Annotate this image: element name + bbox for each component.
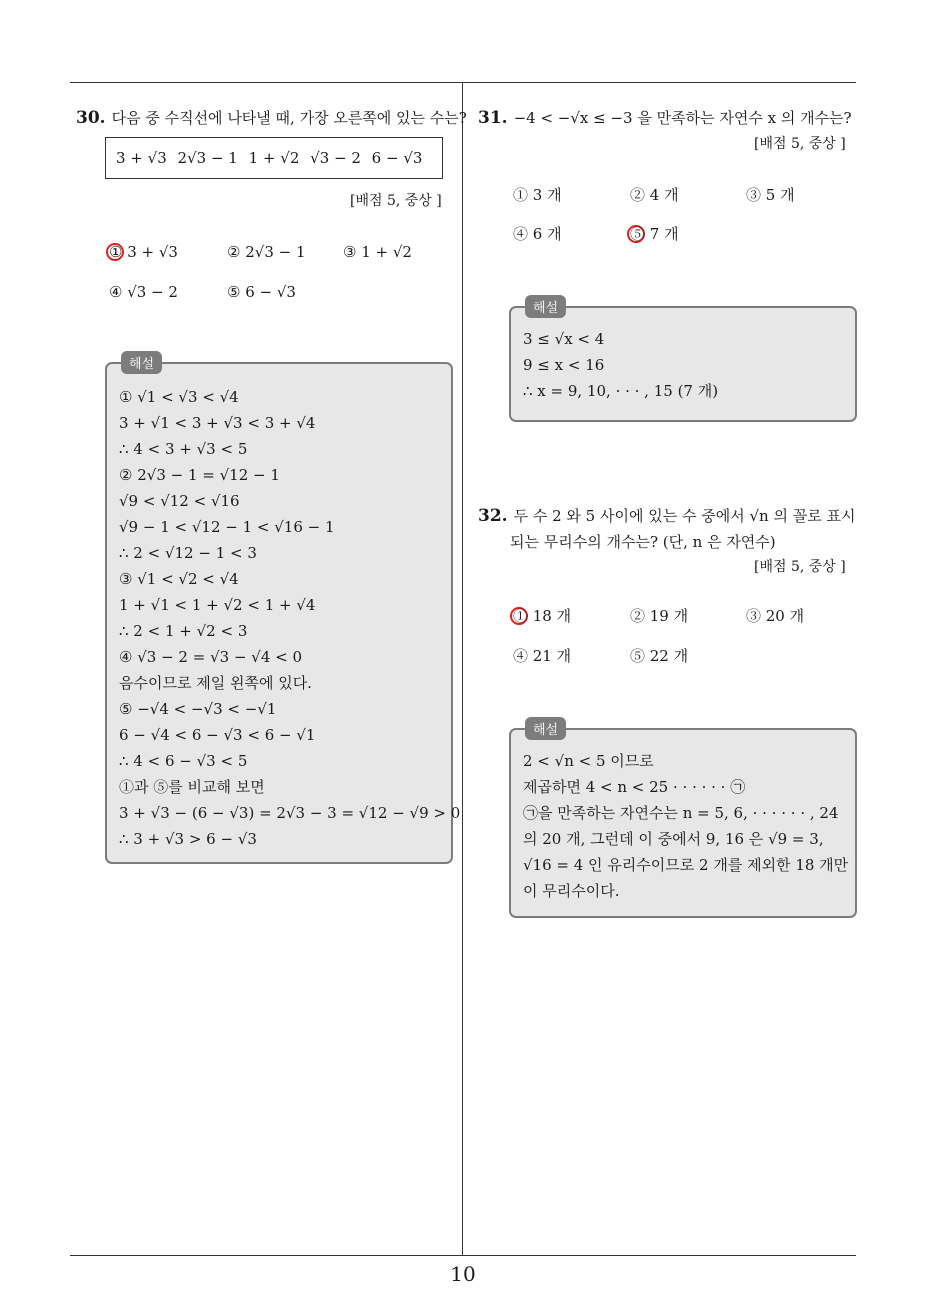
q32-number: 32. — [478, 506, 508, 526]
q32-question-line2: 되는 무리수의 개수는? (단, n 은 자연수) — [510, 533, 776, 551]
q30-choice-2[interactable]: ② 2√3 − 1 — [227, 243, 306, 261]
solution-line: 3 + √3 − (6 − √3) = 2√3 − 3 = √12 − √9 > 0 — [119, 804, 461, 822]
given-value: 2√3 − 1 — [177, 149, 238, 167]
q31-header — [478, 105, 852, 131]
solution-line: √16 = 4 인 유리수이므로 2 개를 제외한 18 개만 — [523, 856, 849, 874]
solution-tag: 해설 — [121, 351, 162, 374]
q31-choice-1[interactable]: ① 3 개 — [513, 186, 562, 204]
solution-line: 6 − √4 < 6 − √3 < 6 − √1 — [119, 726, 316, 744]
solution-line: ④ √3 − 2 = √3 − √4 < 0 — [119, 648, 303, 666]
given-value: 1 + √2 — [248, 149, 300, 167]
q32-choice-4[interactable]: ④ 21 개 — [513, 647, 572, 665]
q30-meta: [배점 5, 중상 ] — [350, 193, 442, 209]
solution-line: 의 20 개, 그런데 이 중에서 9, 16 은 √9 = 3, — [523, 830, 824, 848]
solution-line: ∴ 2 < √12 − 1 < 3 — [119, 544, 257, 562]
q31-number: 31. — [478, 108, 508, 128]
page-number: 10 — [450, 1262, 476, 1286]
q32-header — [478, 503, 855, 529]
solution-line: ∴ x = 9, 10, · · · , 15 (7 개) — [523, 382, 719, 400]
solution-line: ② 2√3 − 1 = √12 − 1 — [119, 466, 280, 484]
solution-line: ⑤ −√4 < −√3 < −√1 — [119, 700, 277, 718]
q32-choice-5[interactable]: ⑤ 22 개 — [630, 647, 689, 665]
q31-choice-4[interactable]: ④ 6 개 — [513, 225, 562, 243]
solution-line: ① √1 < √3 < √4 — [119, 388, 239, 406]
solution-line: √9 < √12 < √16 — [119, 492, 240, 510]
column-divider — [462, 82, 463, 1256]
solution-line: √9 − 1 < √12 − 1 < √16 − 1 — [119, 518, 335, 536]
solution-line: 3 ≤ √x < 4 — [523, 330, 605, 348]
solution-line: 2 < √n < 5 이므로 — [523, 752, 654, 770]
given-value: √3 − 2 — [310, 149, 361, 167]
solution-line: 음수이므로 제일 왼쪽에 있다. — [119, 674, 312, 692]
top-rule — [70, 82, 856, 83]
solution-line: 이 무리수이다. — [523, 882, 620, 900]
solution-line: ∴ 2 < 1 + √2 < 3 — [119, 622, 248, 640]
solution-line: 제곱하면 4 < n < 25 · · · · · · ㉠ — [523, 778, 746, 796]
solution-line: 9 ≤ x < 16 — [523, 356, 605, 374]
q31-choice-2[interactable]: ② 4 개 — [630, 186, 679, 204]
q32-choice-1[interactable]: ① 18 개 — [513, 607, 572, 625]
q30-choice-3[interactable]: ③ 1 + √2 — [343, 243, 412, 261]
solution-line: ∴ 4 < 6 − √3 < 5 — [119, 752, 248, 770]
q30-choice-4[interactable]: ④ √3 − 2 — [109, 283, 178, 301]
q30-solution-box — [105, 357, 461, 864]
q32-meta: [배점 5, 중상 ] — [754, 559, 846, 575]
q31-choice-5[interactable]: ⑤ 7 개 — [630, 225, 679, 243]
q32-choice-3[interactable]: ③ 20 개 — [746, 607, 805, 625]
solution-line: ∴ 3 + √3 > 6 − √3 — [119, 830, 257, 848]
q30-choice-1[interactable]: ① 3 + √3 — [109, 243, 178, 261]
q30-question: 다음 중 수직선에 나타낼 때, 가장 오른쪽에 있는 수는? — [111, 109, 467, 127]
q32-question-line1: 두 수 2 와 5 사이에 있는 수 중에서 √n 의 꼴로 표시 — [513, 507, 856, 525]
q30-given-box — [105, 137, 443, 179]
given-value: 3 + √3 — [116, 149, 167, 167]
solution-tag: 해설 — [525, 717, 566, 740]
q31-solution-box — [509, 301, 857, 422]
solution-line: ㉠을 만족하는 자연수는 n = 5, 6, · · · · · · , 24 — [523, 804, 839, 822]
solution-line: 3 + √1 < 3 + √3 < 3 + √4 — [119, 414, 316, 432]
q30-number: 30. — [76, 108, 106, 128]
solution-line: 1 + √1 < 1 + √2 < 1 + √4 — [119, 596, 316, 614]
q32-choice-2[interactable]: ② 19 개 — [630, 607, 689, 625]
solution-tag: 해설 — [525, 295, 566, 318]
q31-choice-3[interactable]: ③ 5 개 — [746, 186, 795, 204]
given-value: 6 − √3 — [371, 149, 423, 167]
q31-question: −4 < −√x ≤ −3 을 만족하는 자연수 x 의 개수는? — [513, 109, 852, 127]
solution-line: ③ √1 < √2 < √4 — [119, 570, 239, 588]
q30-header — [76, 105, 467, 131]
solution-line: ∴ 4 < 3 + √3 < 5 — [119, 440, 248, 458]
q32-solution-box — [509, 723, 857, 918]
solution-line: ①과 ⑤를 비교해 보면 — [119, 778, 265, 796]
q30-choice-5[interactable]: ⑤ 6 − √3 — [227, 283, 296, 301]
bottom-rule — [70, 1255, 856, 1256]
q31-meta: [배점 5, 중상 ] — [754, 136, 846, 152]
